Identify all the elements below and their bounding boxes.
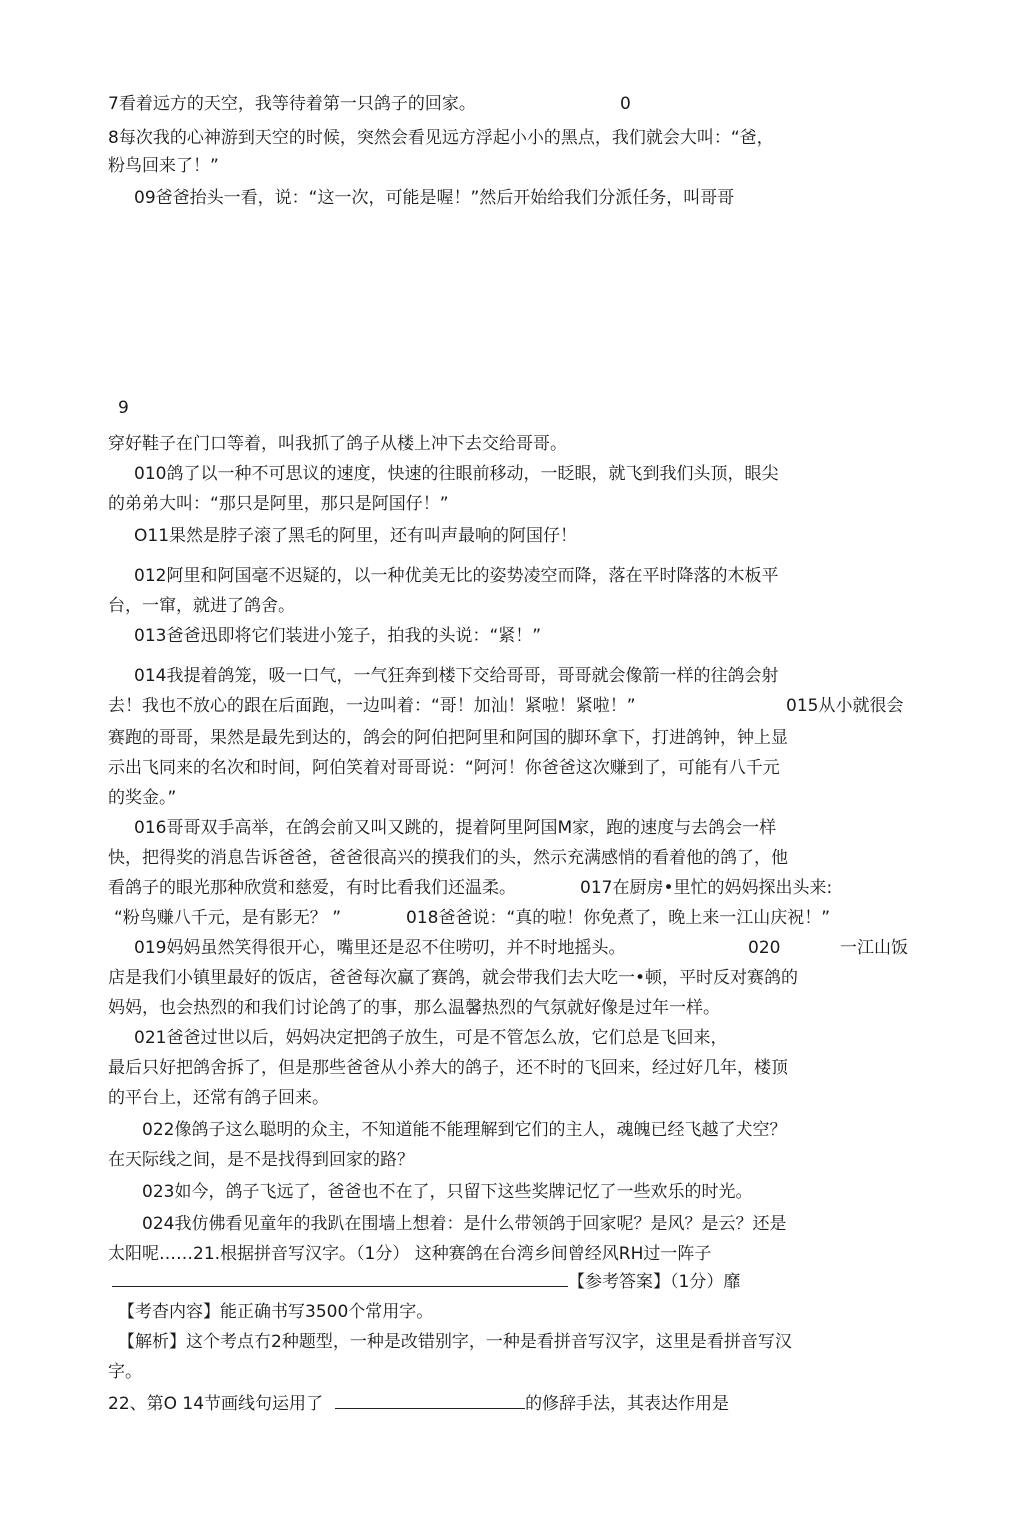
page-number: 9 [118, 398, 129, 418]
text-line: 020 [748, 938, 781, 958]
text-line: 看鸽子的眼光那种欣赏和慈爱，有时比看我们还温柔。 [108, 878, 516, 898]
question-text: 22、第O 14节画线句运用了 [108, 1394, 324, 1414]
text-line: 09爸爸抬头一看，说：“这一次，可能是喔！”然后开始给我们分派任务，叫哥哥 [134, 188, 735, 208]
answer-line [112, 1270, 740, 1294]
text-line: 024我仿佛看见童年的我趴在围墙上想着：是什么带领鸽于回家呢？是风？是云？还是 [142, 1214, 787, 1234]
text-line: 015从小就很会 [786, 696, 904, 716]
text-line: 010鸽了以一种不可思议的速度，快速的往眼前移动，一眨眼，就飞到我们头顶，眼尖 [134, 464, 779, 484]
text-line: 快，把得奖的消息告诉爸爸，爸爸很高兴的摸我们的头，然示充满感悄的看着他的鸽了，他 [108, 848, 788, 868]
text-line: 017在厨房•里忙的妈妈探出头来: [580, 878, 833, 898]
text-line: 赛跑的哥哥，果然是最先到达的，鸽会的阿伯把阿里和阿国的脚环拿下，打进鸽钟，钟上显 [108, 728, 788, 748]
question-line [108, 1392, 729, 1416]
text-line: 8每次我的心神游到天空的时候，突然会看见远方浮起小小的黑点，我们就会大叫：“爸， [108, 128, 774, 148]
text-line: “粉鸟赚八千元，是有影无？ ” [114, 908, 342, 928]
text-line: 最后只好把鸽舍拆了，但是那些爸爸从小养大的鸽子，还不时的飞回来，经过好几年，楼顶 [108, 1058, 788, 1078]
text-line: 穿好鞋子在门口等着，叫我抓了鸽子从楼上冲下去交给哥哥。 [108, 434, 567, 454]
text-line: 7看着远方的天空，我等待着第一只鸽子的回家。 [108, 94, 476, 114]
text-line: 示出飞同来的名次和时间，阿伯笑着对哥哥说：“阿河！你爸爸这次赚到了，可能有八千元 [108, 758, 780, 778]
text-line: 018爸爸说：“真的啦！你免煮了，晚上来一江山庆祝！” [406, 908, 831, 928]
answer-text: 【参考答案】（1分）靡 [568, 1272, 741, 1292]
text-line: 妈妈，也会热烈的和我们讨论鸽了的事，那么温馨热烈的气氛就好像是过年一样。 [108, 998, 720, 1018]
text-line: 0 [620, 94, 631, 114]
text-line: 019妈妈虽然笑得很开心，嘴里还是忍不住唠叨，并不时地摇头。 [134, 938, 626, 958]
text-line: 在天际线之间，是不是找得到回家的路？ [108, 1150, 414, 1170]
text-line: 021爸爸过世以后，妈妈决定把鸽子放生，可是不管怎么放，它们总是飞回来， [134, 1028, 728, 1048]
text-line: 【考杳内容】能正确书写3500个常用字。 [118, 1302, 434, 1322]
text-line: 023如今，鸽子飞远了，爸爸也不在了，只留下这些奖牌记忆了一些欢乐的时光。 [142, 1182, 753, 1202]
text-line: 字。 [108, 1362, 142, 1382]
text-line: 014我提着鸽笼，吸一口气，一气狂奔到楼下交给哥哥，哥哥就会像箭一样的往鸽会射 [134, 666, 779, 686]
text-line: 台，一窜，就进了鸽舍。 [108, 596, 295, 616]
text-line: 013爸爸迅即将它们装进小笼子，拍我的头说：“紧！” [134, 626, 542, 646]
text-line: 【解析】这个考点冇2种题型，一种是改错别字，一种是看拼音写汉字，这里是看拼音写汉 [118, 1332, 792, 1352]
text-line: 016哥哥双手高举，在鸽会前又叫又跳的，提着阿里阿国M家，跑的速度与去鸽会一样 [134, 818, 777, 838]
text-line: 的奖金。” [108, 788, 177, 808]
text-line: 的弟弟大叫：“那只是阿里，那只是阿国仔！” [108, 494, 449, 514]
text-line: 012阿里和阿国毫不迟疑的，以一种优美无比的姿势凌空而降，落在平时降落的木板平 [134, 566, 779, 586]
text-line: 022像鸽子这么聪明的众主，不知道能不能理解到它们的主人，魂魄已经飞越了犬空？ [142, 1120, 787, 1140]
text-line: 粉鸟回来了！” [108, 156, 219, 176]
answer-blank [112, 1272, 568, 1287]
question-text-end: 的修辞手法，其表达作用是 [525, 1394, 730, 1414]
text-line: 太阳呢……21.根据拼音写汉字。（1分） 这种赛鸽在台湾乡间曾经风RH过一阵子 [108, 1244, 712, 1264]
text-line: 的平台上，还常有鸽子回来。 [108, 1088, 329, 1108]
text-line: 去！我也不放心的跟在后面跑，一边叫着：“哥！加汕！紧啦！紧啦！” [108, 696, 636, 716]
text-line: O11果然是脖子滚了黑毛的阿里，还有叫声最响的阿国仔！ [134, 526, 578, 546]
text-line: 一江山饭 [840, 938, 908, 958]
text-line: 店是我们小镇里最好的饭店，爸爸每次赢了赛鸽，就会带我们去大吃一•顿，平时反对赛鸽的 [108, 968, 799, 988]
question-blank [335, 1394, 525, 1409]
